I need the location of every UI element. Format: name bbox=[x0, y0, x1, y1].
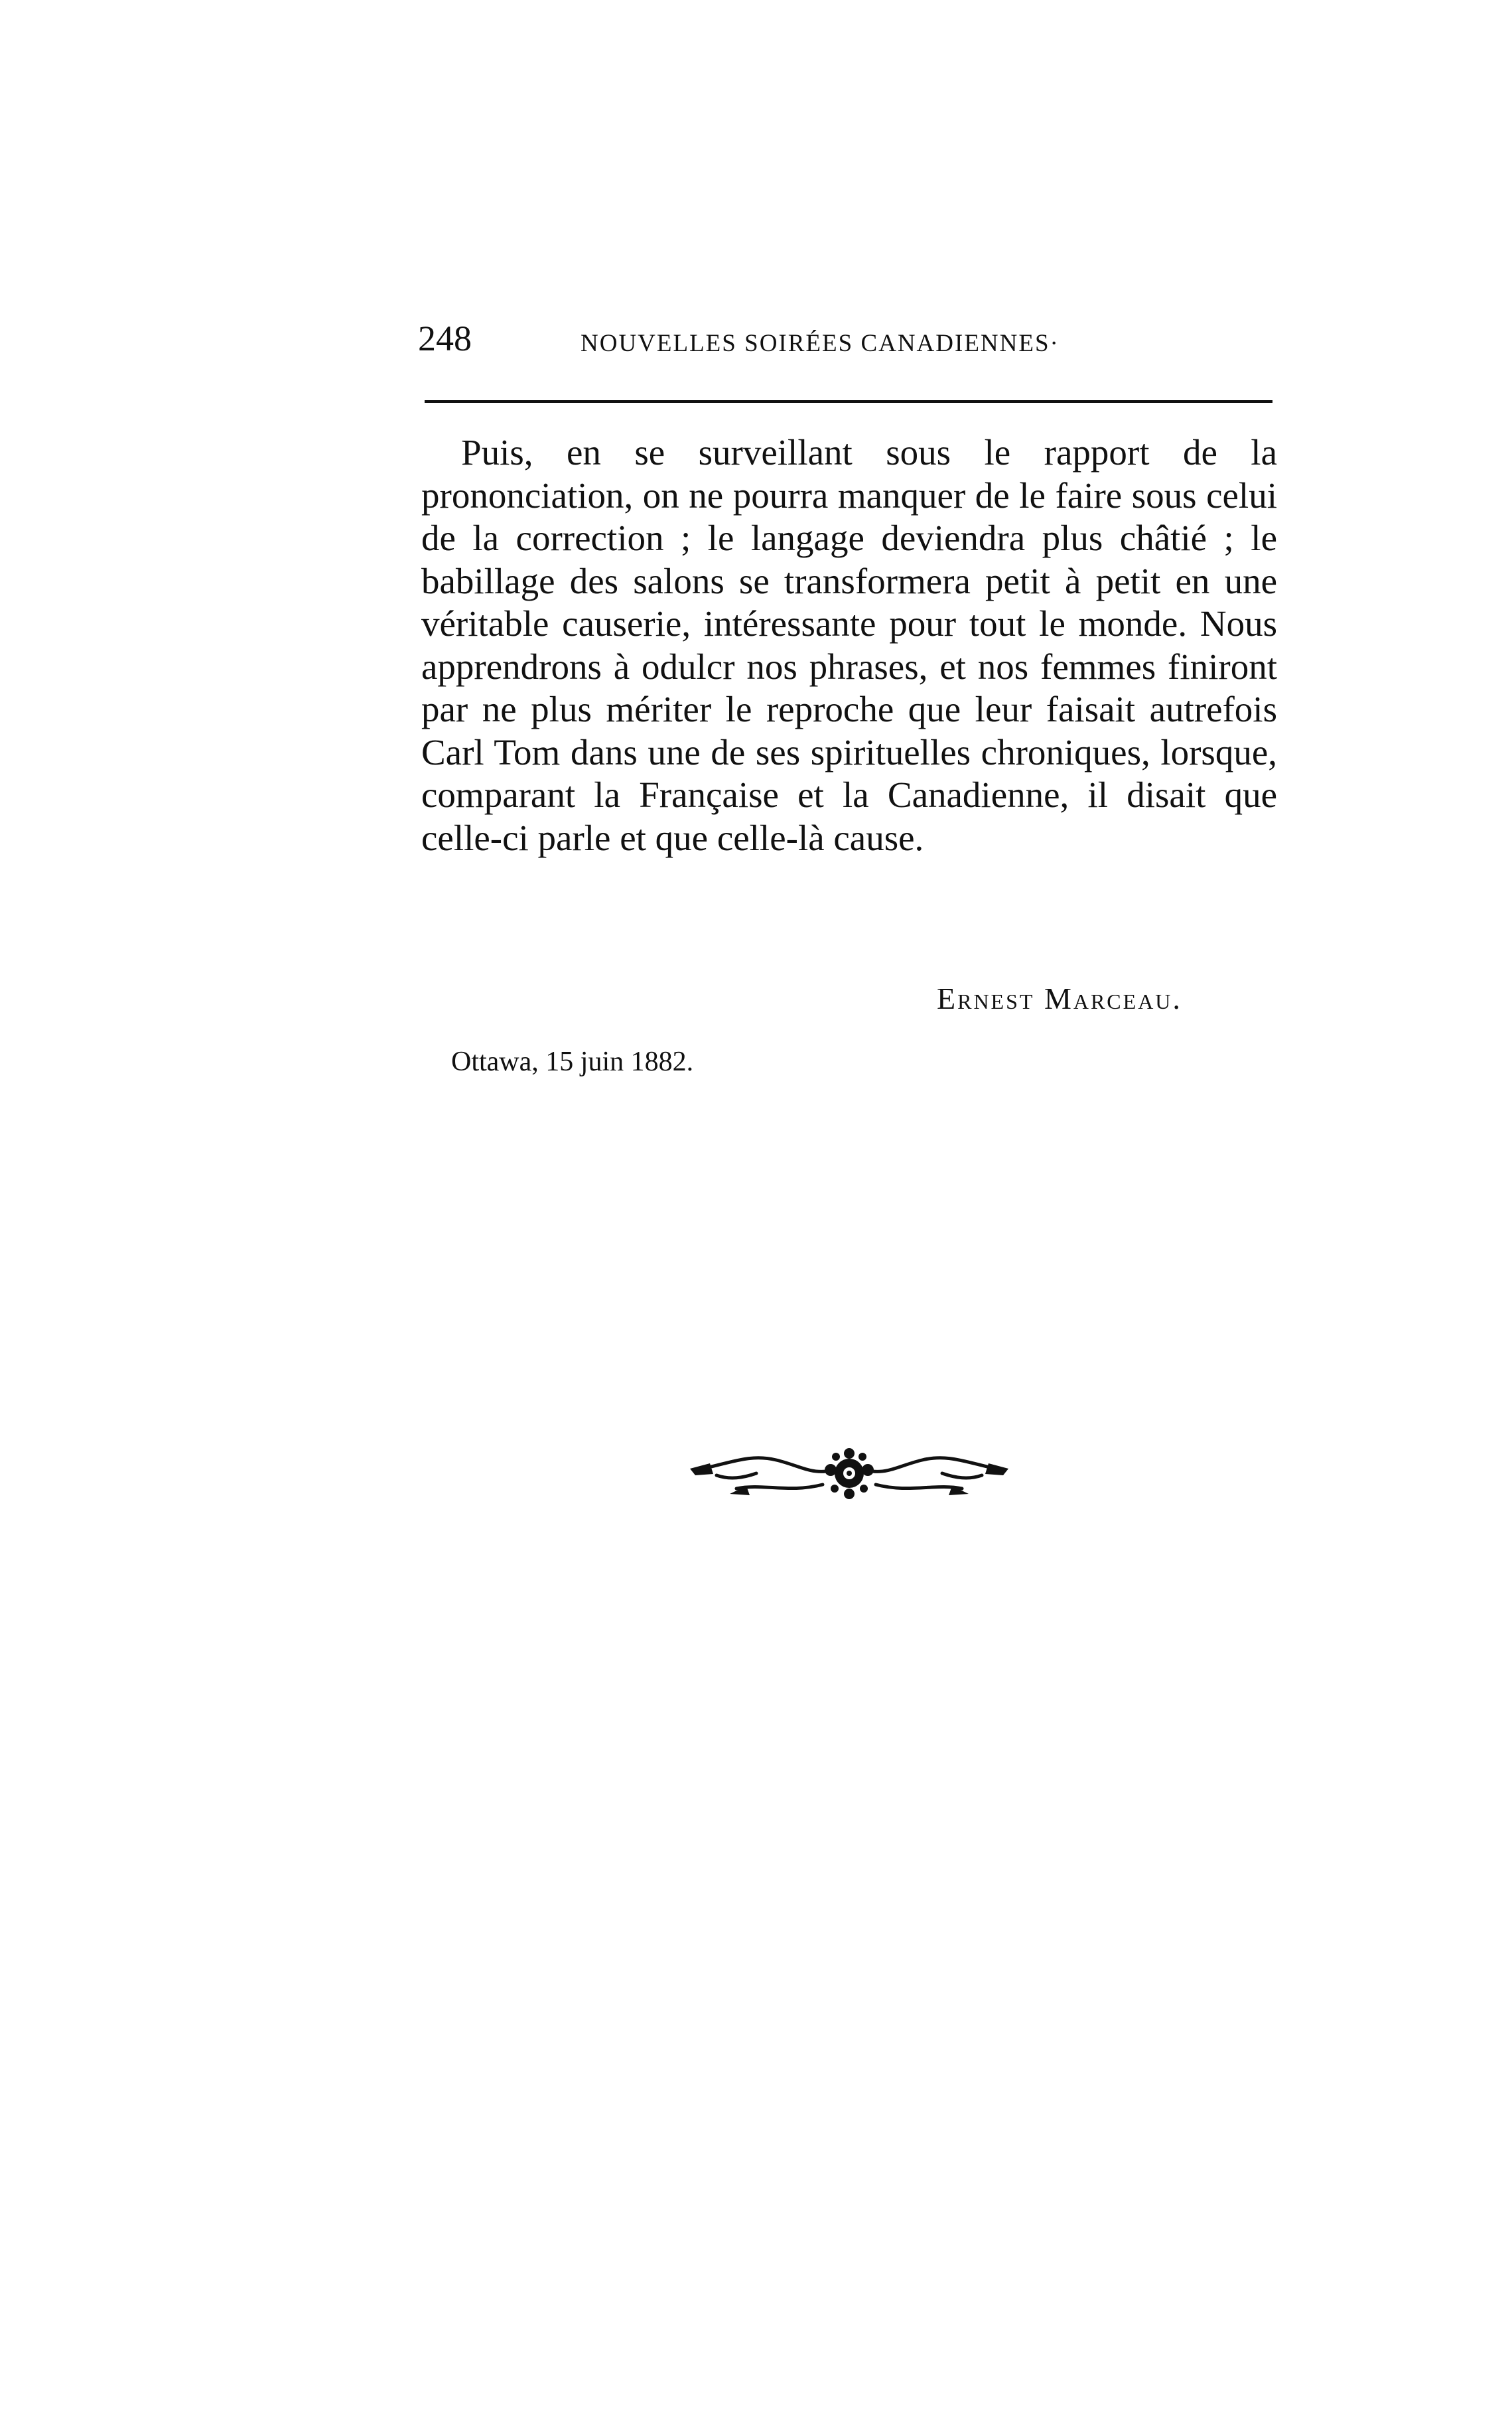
page-number: 248 bbox=[418, 319, 472, 358]
dateline: Ottawa, 15 juin 1882. bbox=[451, 1047, 694, 1077]
body-paragraph: Puis, en se surveillant sous le rapport de la prononciation, on ne pourra manquer de le faire sous celui de la correction ; le langage deviendra plus châtié ; le babillage des salons se transformera petit à petit en une véritable causerie, intéressante pour tout le monde. Nous apprendrons à odulcr nos phrases, et nos femmes finiront par ne plus mériter le reproche que leur faisait autrefois Carl Tom dans une de ses spirituelles chroniques, lorsque, comparant la Française et la Canadienne, il disait que celle-ci parle et que celle-là cause. bbox=[421, 432, 1277, 858]
page-header bbox=[418, 312, 1274, 365]
header-rule bbox=[425, 400, 1272, 403]
author-signature: Ernest Marceau. bbox=[937, 982, 1182, 1015]
running-head: NOUVELLES SOIRÉES CANADIENNES· bbox=[581, 330, 1060, 357]
floral-tailpiece-icon bbox=[690, 1437, 1008, 1510]
